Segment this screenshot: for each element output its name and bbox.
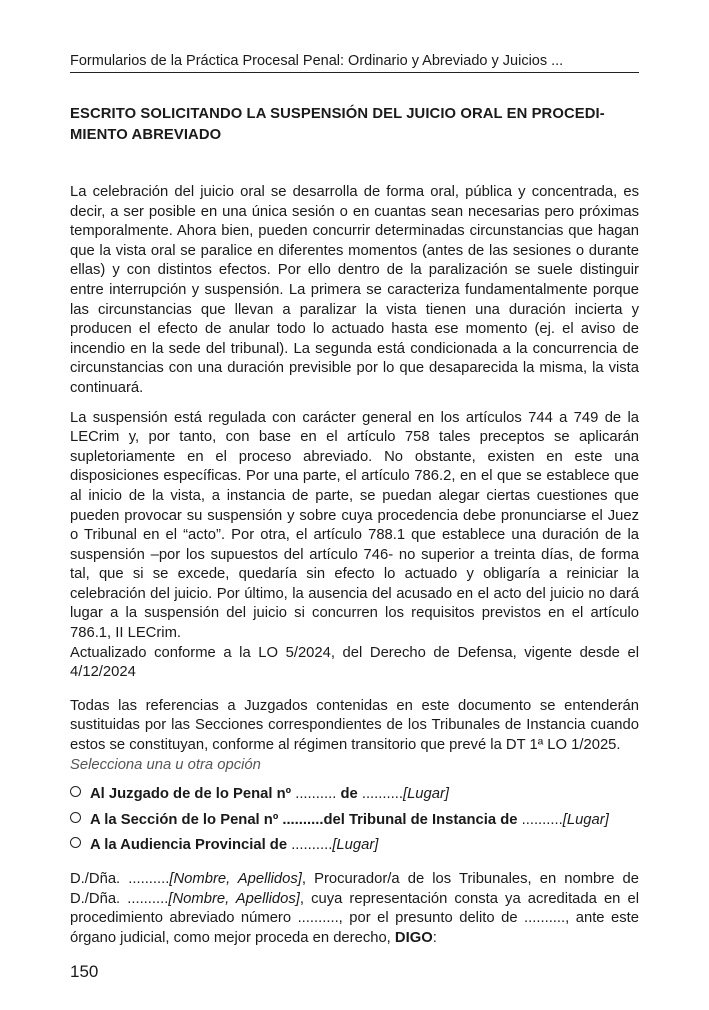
paragraph-update-note: Actualizado conforme a la LO 5/2024, del Derecho de Defensa, vigente desde el 4/12/2024 [70, 644, 639, 681]
select-hint: Selecciona una u otra opción [70, 756, 261, 773]
option-label: Al Juzgado de de lo Penal nº .......... de ..........[Lugar] [90, 786, 450, 803]
digo-keyword: DIGO [394, 929, 433, 946]
radio-icon[interactable] [70, 837, 81, 848]
running-header: Formularios de la Práctica Procesal Penal: Ordinario y Abreviado y Juicios ... [70, 52, 639, 73]
page-number: 150 [70, 962, 99, 981]
title-line-1: ESCRITO SOLICITANDO LA SUSPENSIÓN DEL JUICIO ORAL EN PROCEDI- [70, 106, 605, 122]
document-body [70, 183, 639, 948]
document-title [70, 104, 639, 146]
option-juzgado-penal[interactable] [70, 785, 639, 805]
paragraph-references: Todas las referencias a Juzgados contenidas en este documento se entenderán sustituidas por las Secciones correspondientes de los Tribunales de Instancia cuando estos se constituyan, conforme al régimen transitorio que prevé la DT 1ª LO 1/2025. [70, 697, 639, 754]
option-label: A la Sección de lo Penal nº ..........del Tribunal de Instancia de ..........[Lugar] [90, 811, 609, 828]
paragraph-procurador: D./Dña. ..........[Nombre, Apellidos], Procurador/a de los Tribunales, en nombre de D./Dña. ..........[Nombre, Apellidos], cuya representación consta ya acreditada en el procedimiento abreviado número .........., por el presunto delito de .........., ante este órgano judicial, como mejor proceda en derecho, DIGO: [70, 871, 639, 946]
paragraph-intro: La celebración del juicio oral se desarrolla de forma oral, pública y concentrada, es decir, a ser posible en una única sesión o en cuantas sean necesarias pero próximas temporalmente. Ahora bien, pueden concurrir determinadas circunstancias que hagan que la vista oral se paralice en diferentes momentos (antes de las sesiones o durante ellas) y con distintos efectos. Por ello dentro de la paralización se suele distinguir entre interrupción y suspensión. La primera se caracteriza fundamentalmente porque las circunstancias que llevan a paralizar la vista tienen una duración incierta y producen el efecto de anular todo lo actuado hasta ese momento (ej. el aviso de incendio en la sede del tribunal). La segunda está condicionada a la concurrencia de circunstancias con una duración previsible por lo que desaparecida la misma, la vista continuará. [70, 184, 639, 396]
option-seccion-penal[interactable] [70, 811, 639, 831]
radio-icon[interactable] [70, 786, 81, 797]
paragraph-regulation: La suspensión está regulada con carácter general en los artículos 744 a 749 de la LECrim y, por tanto, con base en el artículo 758 tales preceptos se aplicarán supletoriamente en el proceso abreviado. No obstante, existen en este una disposiciones específicas. Por una parte, el artículo 786.2, en el que se establece que al inicio de la vista, a instancia de parte, se puedan alegar ciertas cuestiones que pueden provocar su suspensión y sobre cuya procedencia debe pronunciarse el Juez o Tribunal en el “acto”. Por otra, el artículo 788.1 que establece una duración de la suspensión –por los supuestos del artículo 746- no superior a treinta días, de forma tal, que si se excede, quedaría sin efecto lo actuado y obligaría a reiniciar la celebración del juicio. Por último, la ausencia del acusado en el acto del juicio no dará lugar a la suspensión del juicio si concurren los requisitos previstos en el artículo 786.1, II LECrim. [70, 409, 639, 642]
option-audiencia-provincial[interactable] [70, 836, 639, 856]
title-line-2: MIENTO ABREVIADO [70, 127, 222, 143]
radio-icon[interactable] [70, 812, 81, 823]
option-label: A la Audiencia Provincial de ..........[Lugar] [90, 837, 379, 854]
